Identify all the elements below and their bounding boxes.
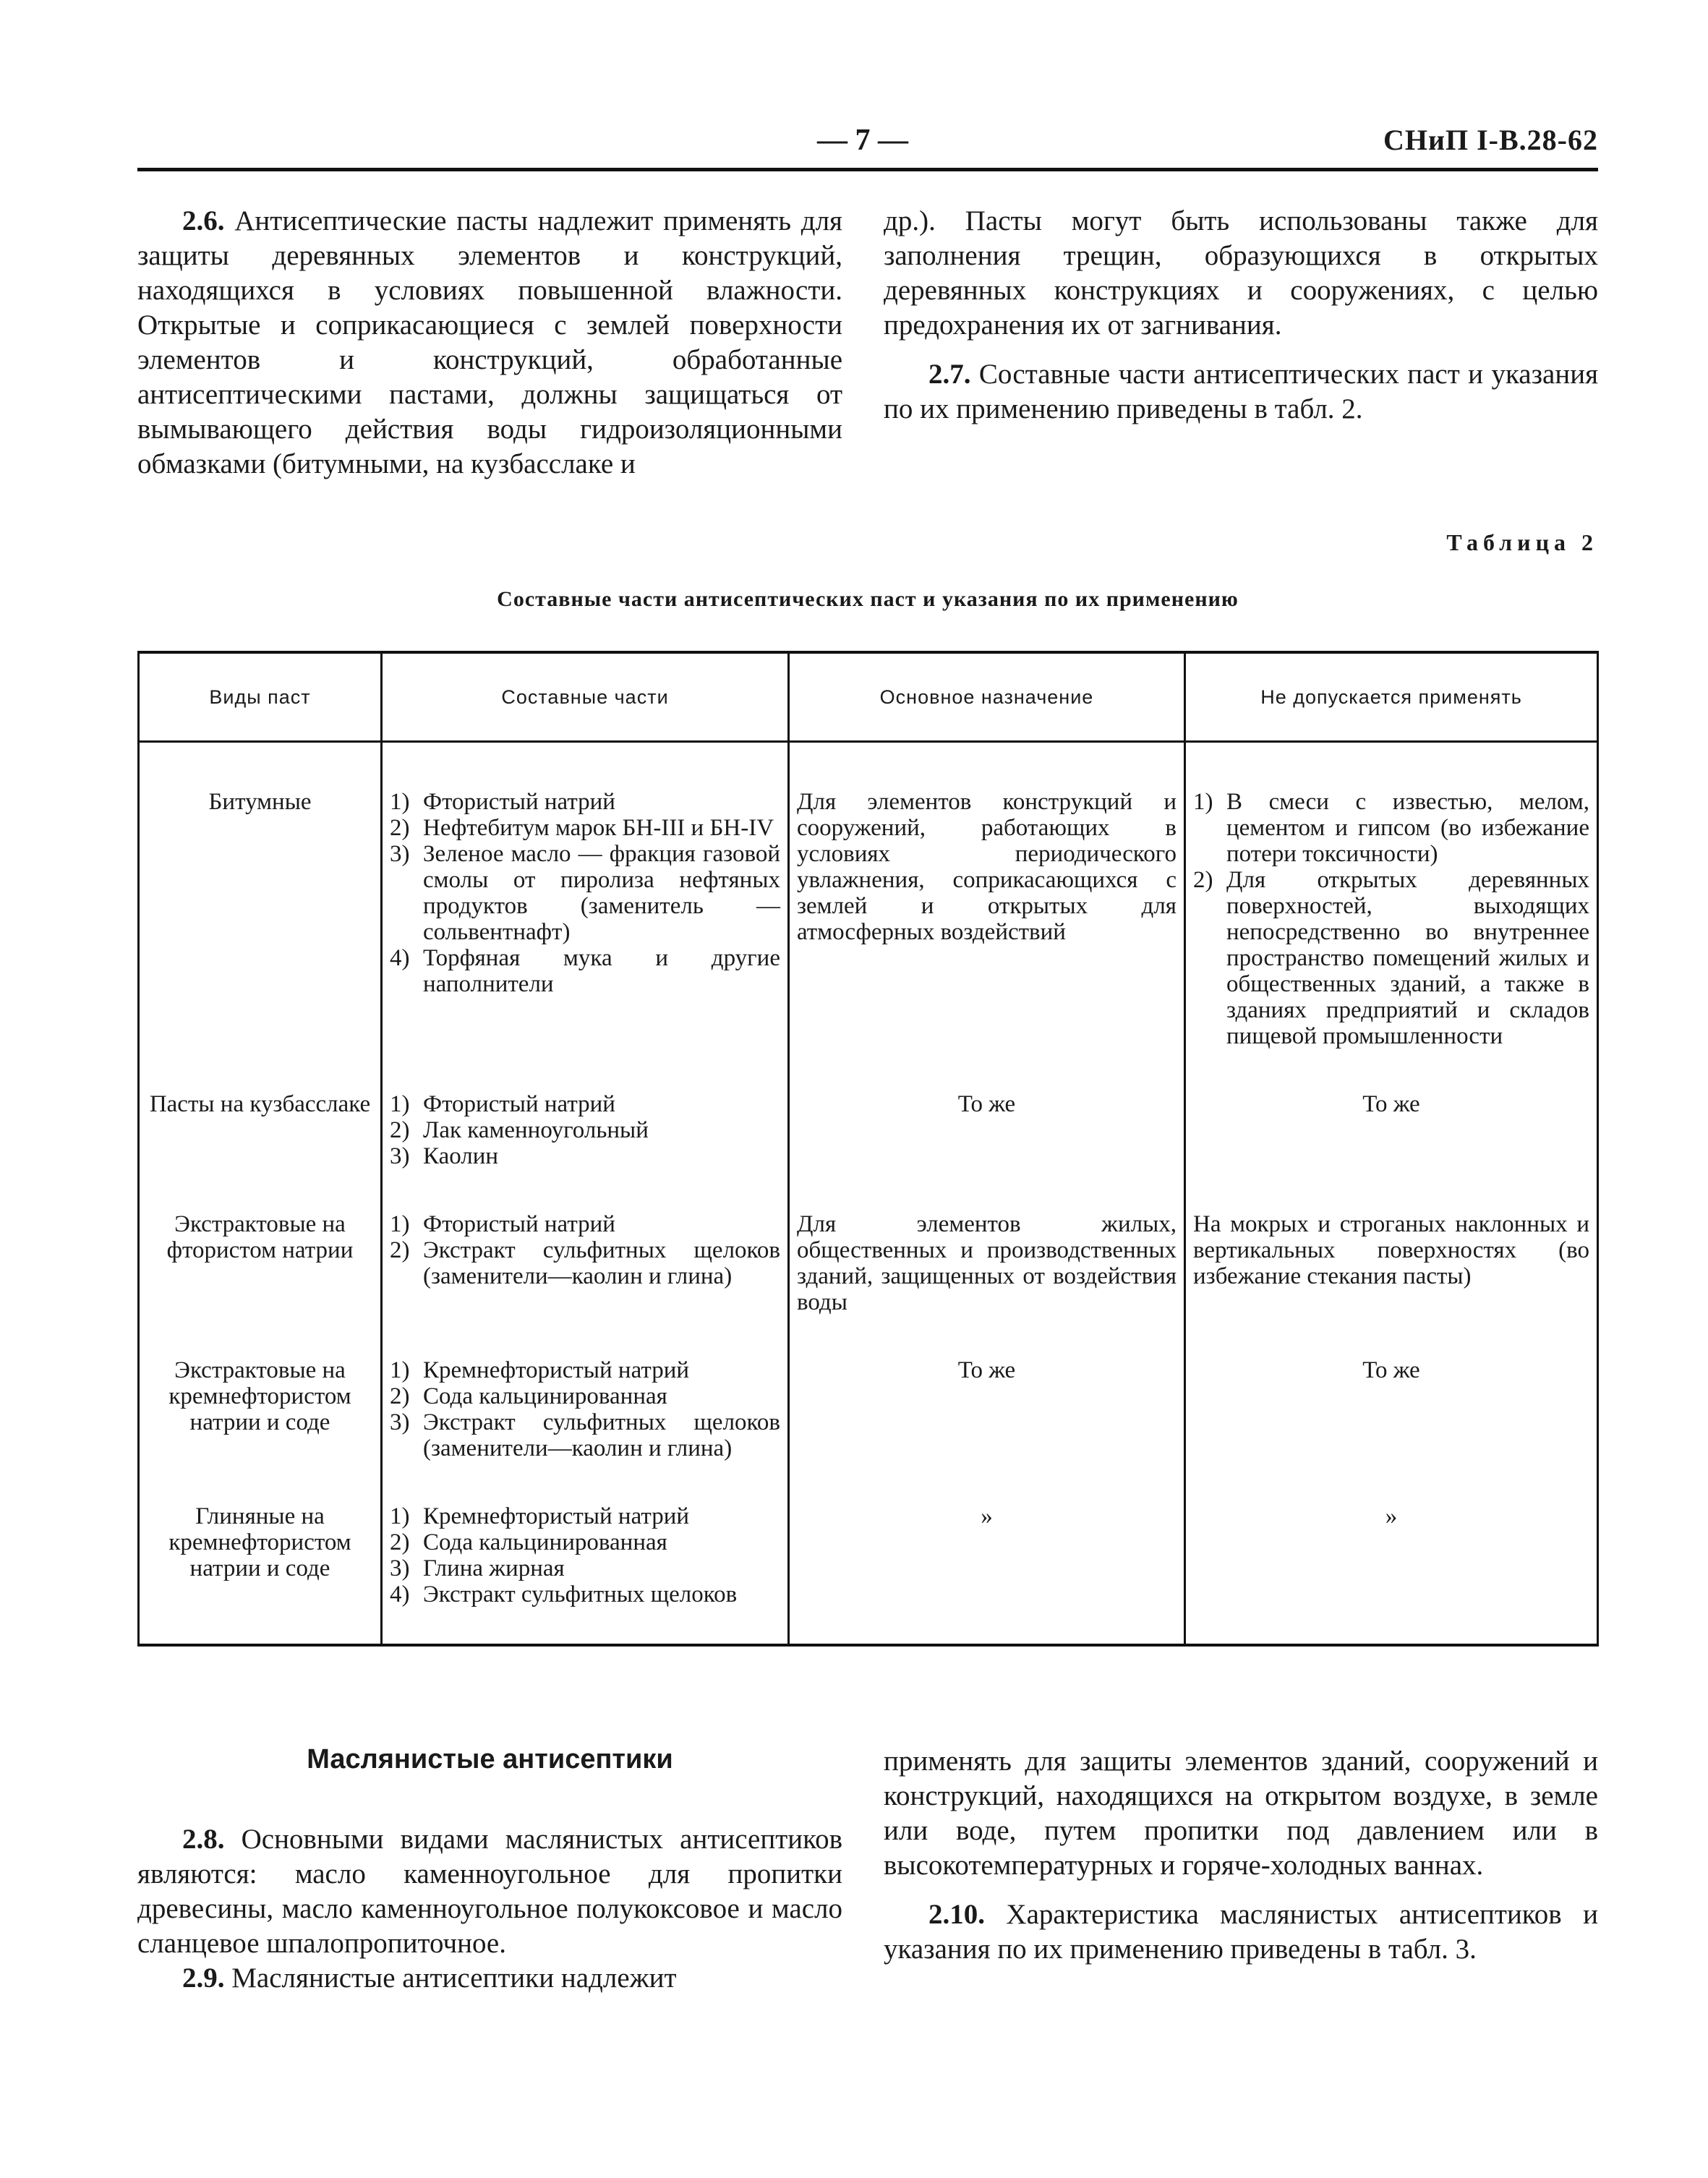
list-item: 1) Фтористый натрий [390,789,615,815]
components-cell [382,1085,789,1205]
list-item: 3) Глина жирная [390,1555,565,1581]
not-allowed-cell: То же [1185,1085,1598,1205]
table-row [139,1085,1598,1205]
components-cell [382,742,789,1086]
list-item: 3) Экстракт сульфитных щелоков (заменители—каолин и глина) [390,1409,780,1461]
column-header: Составные части [382,652,789,742]
components-cell [382,1351,789,1498]
section-heading: Маслянистые антисептики [307,1744,673,1775]
column-header: Виды паст [139,652,382,742]
paragraph-number: 2.8. [182,1824,225,1855]
paragraph-2-9-continued: применять для защиты элементов зданий, сооружений и конструкций, находящихся на открытом воздухе, в земле или воде, путем пропитки под давлением или в высокотемпературных и горяче-холодных ваннах. [884,1746,1598,1881]
paragraph-2-8 [137,1822,842,1961]
list-item: 2) Экстракт сульфитных щелоков (заменители—каолин и глина) [390,1237,780,1289]
right-column-top [884,204,1598,427]
paragraph-2-7 [884,357,1598,427]
paragraph-2-6-continued: др.). Пасты могут быть использованы также для заполнения трещин, образующихся в открытых деревянных конструкциях и сооружениях, с целью предохранения их от загнивания. [884,205,1598,341]
purpose-cell: » [789,1498,1185,1645]
paragraph-number: 2.7. [928,359,971,390]
list-item: 1) Фтористый натрий [390,1091,615,1117]
left-column-bottom [137,1822,842,1996]
header-rule [137,168,1598,171]
purpose-cell: То же [789,1085,1185,1205]
list-item: 1) Кремнефтористый натрий [390,1503,690,1529]
paste-kind: Битумные [139,742,382,1086]
components-cell [382,1498,789,1645]
column-header: Основное назначение [789,652,1185,742]
column-header: Не допускается применять [1185,652,1598,742]
table-row [139,1498,1598,1645]
paste-kind: Экстрактовые на фтористом натрии [139,1205,382,1351]
not-allowed-cell: » [1185,1498,1598,1645]
document-code: СНиП I-В.28-62 [1383,124,1598,156]
table-title: Составные части антисептических паст и указания по их применению [497,587,1239,611]
paragraph-text: Характеристика маслянистых антисептиков и указания по их применению приведены в табл. 3. [884,1899,1598,1965]
table-row [139,1205,1598,1351]
paragraph-number: 2.10. [928,1899,985,1930]
components-list [390,1357,780,1461]
page-header [137,123,1598,166]
purpose-cell: То же [789,1351,1185,1498]
list-item: 2) Сода кальцинированная [390,1383,667,1409]
not-allowed-cell: То же [1185,1351,1598,1498]
paste-kind: Пасты на кузбасслаке [139,1085,382,1205]
list-item: 2) Нефтебитум марок БН-III и БН-IV [390,815,774,841]
purpose-cell: Для элементов жилых, общественных и производственных зданий, защищенных от воздействия воды [789,1205,1185,1351]
not-allowed-cell: На мокрых и строганых наклонных и вертикальных поверхностях (во избежание стекания пасты) [1185,1205,1598,1351]
table-row [139,742,1598,1086]
table-label: Таблица 2 [1446,529,1598,555]
components-cell [382,1205,789,1351]
components-list [390,1503,780,1607]
right-column-bottom [884,1744,1598,1967]
paragraph-text: Основными видами маслянистых антисептиков являются: масло каменноугольное для пропитки древесины, масло каменноугольное полукоксовое и масло сланцевое шпалопропиточное. [137,1824,843,1959]
paragraph-text: Антисептические пасты надлежит применять для защиты деревянных элементов и конструкций, находящихся в условиях повышенной влажности. Открытые и соприкасающиеся с землей поверхности элементов и конструкций, обработанные антисептическими пастами, должны защищаться от вымывающего действия воды гидроизоляционными обмазками (битумными, на кузбасслаке и [137,205,842,479]
paste-kind: Экстрактовые на кремнефтористом натрии и соде [139,1351,382,1498]
left-column-top [137,204,842,482]
list-item: 1) В смеси с известью, мелом, цементом и гипсом (во избежание потери токсичности) [1193,789,1589,867]
list-item: 4) Экстракт сульфитных щелоков [390,1581,738,1607]
paragraph-number: 2.6. [182,205,225,236]
paragraph-text: Составные части антисептических паст и указания по их применению приведены в табл. 2. [884,359,1599,424]
components-list [390,1211,780,1289]
paragraph-text: Маслянистые антисептики надлежит [231,1963,677,1994]
not-allowed-list [1193,789,1589,1049]
components-list [390,1091,780,1169]
list-item: 1) Фтористый натрий [390,1211,615,1237]
paste-kind: Глиняные на кремнефтористом натрии и соде [139,1498,382,1645]
purpose-cell: Для элементов конструкций и сооружений, работающих в условиях периодического увлажнения, соприкасающихся с землей и открытых для атмосферных воздействий [789,742,1185,1086]
list-item: 2) Сода кальцинированная [390,1529,667,1555]
paragraph-2-6 [137,204,842,482]
list-item: 2) Лак каменноугольный [390,1117,649,1143]
page-number: — 7 — [817,124,908,157]
list-item: 2) Для открытых деревянных поверхностей, выходящих непосредственно во внутреннее пространство помещений жилых и общественных зданий, а также в зданиях предприятий и складов пищевой промышленности [1193,867,1589,1049]
list-item: 3) Зеленое масло — фракция газовой смолы от пиролиза нефтяных продуктов (заменитель — сольвентнафт) [390,841,780,945]
list-item: 1) Кремнефтористый натрий [390,1357,690,1383]
components-list [390,789,780,997]
table-header-row [139,652,1598,742]
list-item: 4) Торфяная мука и другие наполнители [390,945,780,997]
paragraph-number: 2.9. [182,1963,225,1994]
list-item: 3) Каолин [390,1143,499,1169]
paragraph-2-9 [137,1961,842,1996]
paragraph-2-10 [884,1897,1598,1967]
not-allowed-cell [1185,742,1598,1086]
table-row [139,1351,1598,1498]
table-2 [137,651,1599,1647]
